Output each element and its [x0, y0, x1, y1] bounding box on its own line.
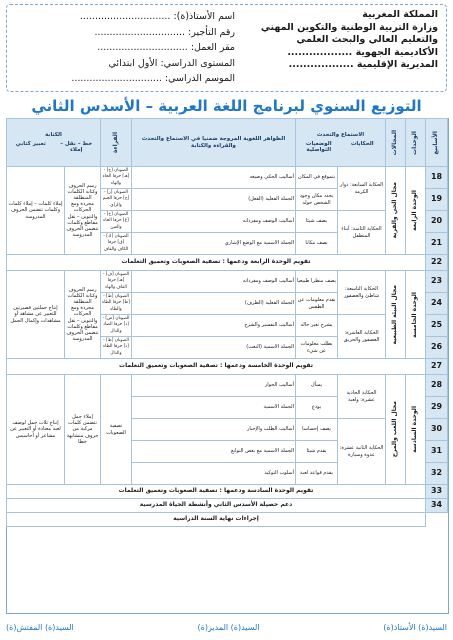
col-header-expression: تعبير كتابي [15, 140, 46, 147]
week-number: 30 [425, 418, 448, 441]
hand-cell: رسم الحروف وكتابة الكلمات المنطلقة مجردة ومع الحركات والتنوين – نقل مقاطع وكلمات تتضمن الحروف المدروسة [64, 270, 101, 359]
situation-cell: يسأل [295, 374, 338, 397]
unit-label: الوحدة الرابعة [405, 166, 426, 255]
col-header-reading: القراءة [100, 118, 132, 167]
page-title: التوزيع السنوي لبرنامج اللغة العربية – الأسدس الثاني [31, 97, 422, 115]
domain-label: مجال البيئة الطبيعية [385, 270, 406, 359]
col-header-domains: المجالات [385, 118, 406, 167]
distribution-table [6, 118, 449, 614]
header-right-line: والتعليم العالي والبحث العلمي [296, 34, 438, 46]
document-header [6, 4, 447, 92]
expression-cell: إنتاج جملتين قصيرتين للتعبير عن مشاهد أو مشاهدات وإكمال الجمل [6, 270, 65, 359]
teacher-signature: السيد(ة) الأستاذ(ة) [383, 623, 447, 632]
inspector-signature: السيد(ة) المفتش(ة) [6, 623, 74, 632]
expression-cell: إنتاج ثلاث جمل لوصف لعبة معتادة أو التعبير عن مشاعر أو أحاسيس [6, 374, 65, 485]
evaluation-band: تقويم الوحدة السادسة ودعمها : تصفية الصعوبات وتعميق التعلمات [6, 484, 426, 499]
week-number: 27 [425, 358, 448, 375]
tale-cell: الحكاية الثامنة: أبناء المتطفل [337, 210, 386, 255]
situation-cell: يشرح تغير حالة [295, 314, 338, 337]
situation-cell: يصف منظرا طبيعيا [295, 270, 338, 293]
week-number: 31 [425, 440, 448, 463]
expression-cell: إملاء كلمات – إملاء كلمات وكلمات تتضمن الحروف المدروسة [6, 166, 65, 255]
reading-cell: الصوتان [ض] - [د] حرفا الضاد والدال [100, 314, 132, 337]
week-number: 26 [425, 336, 448, 359]
phenomenon-cell: الجملة الاسمية (النعت) [131, 336, 296, 359]
col-header-weeks: الأسابيع [425, 118, 448, 167]
situation-cell: يصف مكانا [295, 232, 338, 255]
support-band: دعم حصيلة الأسدس الثاني وأنشطة الحياة المدرسية [6, 498, 426, 513]
phenomenon-cell: الجملة الاسمية مع الوضع الإشاري [131, 232, 296, 255]
phenomenon-cell: أسلوب التوكيد [131, 462, 296, 485]
col-header-tales: الحكايات [350, 140, 374, 147]
domain-label: مجال اللعب والمرح [385, 374, 406, 485]
signature-footer [6, 623, 447, 637]
phenomenon-cell: الجملة الفعلية (الظرف) [131, 292, 296, 315]
situation-cell: يتموقع في المكان [295, 166, 338, 189]
reading-cell: الصوتان [ط] - [ظ] حرفا الطاء والظاء [100, 292, 132, 315]
header-right-line: المملكة المغربية [362, 9, 438, 20]
reading-cell: الصوتان [ك] - [ق] حرفا الكاف والقاف [100, 232, 132, 255]
phenomenon-cell: أساليب الطلب والإخبار [131, 418, 296, 441]
week-number: 21 [425, 232, 448, 255]
situation-cell: يقدم شيئا [295, 440, 338, 463]
phenomenon-cell: أساليب الحكي وصيغه [131, 166, 296, 189]
salary-number-field: رقم التأجير: .............................. [94, 26, 235, 38]
header-right-line: الأكاديمية الجهوية .................. [287, 46, 438, 58]
hand-cell: رسم الحروف وكتابة الكلمات المنطلقة مجردة ومع الحركات والتنوين – نقل مقاطع وكلمات تتضمن الحروف المدروسة [64, 166, 101, 255]
col-header-phenomena: الظواهر اللغوية المروجة ضمنيا في الاستماع والتحدث والقراءة والكتابة [131, 118, 296, 167]
situation-cell: يحدد مكان وجود الشخص حوله [295, 188, 338, 211]
tale-cell: الحكاية الثانية عشرة: عدوة وسيارة [337, 418, 386, 485]
domain-label: مجال الحي والقرية [385, 166, 406, 255]
reading-cell: الصوتان [ف] - [هـ] حرفا القاف والهاء [100, 270, 132, 293]
week-number: 32 [425, 462, 448, 485]
col-header-listening: الاستماع والتحدث الحكايات الوضعيات التواصلية [295, 118, 386, 167]
col-header-units: الوحدات [405, 118, 426, 167]
week-number: 18 [425, 166, 448, 189]
unit-label: الوحدة السادسة [405, 374, 426, 485]
phenomenon-cell: أساليب الوصف ومفرداته [131, 270, 296, 293]
week-number: 23 [425, 270, 448, 293]
reading-cell: الصوتان [ز] - [ج] حرفا الجيم والزاي [100, 188, 132, 211]
teacher-name-field: اسم الأستاذ(ة): .............................. [79, 11, 235, 22]
week-number: 20 [425, 210, 448, 233]
col-header-writing: الكتابة خط – نقل – إملاء تعبير كتابي [6, 118, 101, 167]
phenomenon-cell: أساليب التفسير والشرح [131, 314, 296, 337]
evaluation-band: تقويم الوحدة الرابعة ودعمها : تصفية الصعوبات وتعميق التعلمات [6, 254, 426, 271]
week-number: 22 [425, 254, 448, 271]
week-number: 34 [425, 498, 448, 513]
col-header-situations: الوضعيات التواصلية [305, 140, 332, 154]
phenomenon-cell: الجملة الفعلية (الفعل) [131, 188, 296, 211]
evaluation-band: تقويم الوحدة الخامسة ودعمها : تصفية الصعوبات وتعميق التعلمات [6, 358, 426, 375]
unit-label: الوحدة الخامسة [405, 270, 426, 359]
week-number: 25 [425, 314, 448, 337]
hand-cell: إملاء جمل تتضمن كلمات مركبة من حروف متشابهة خطا [64, 374, 101, 485]
week-number: 28 [425, 374, 448, 397]
situation-cell: يصف شيئا [295, 210, 338, 233]
reading-cell: الصوتان [خ] - [غ] حرفا الخاء والغين [100, 210, 132, 233]
reading-cell: الصوتان [ظ] - [ذ] حرفا الظاء والذال [100, 336, 132, 359]
tale-cell: الحكاية السابعة: دوار الكرمة [337, 166, 386, 211]
phenomenon-cell: أساليب الوصف ومفرداته [131, 210, 296, 233]
phenomenon-cell: الجملة الاسمية [131, 396, 296, 419]
teacher-info-block [15, 9, 235, 87]
workplace-field: مقر العمل: .............................. [97, 42, 235, 54]
week-number: 24 [425, 292, 448, 315]
week-number: 29 [425, 396, 448, 419]
phenomenon-cell: الجملة الاسمية مع بعض التوابع [131, 440, 296, 463]
tale-cell: الحكاية التاسعة: شاطئ والعصفور [337, 270, 386, 315]
tale-cell: الحكاية الحادية عشرة: ولعبة [337, 374, 386, 419]
situation-cell: يطلب معلومات عن شيء [295, 336, 338, 359]
week-number: 33 [425, 484, 448, 499]
situation-cell: يودع [295, 396, 338, 419]
week-number: 19 [425, 188, 448, 211]
end-of-year-band: إجراءات نهاية السنة الدراسية [6, 512, 426, 527]
situation-cell: يصف إحساسا [295, 418, 338, 441]
situation-cell: يقدم قواعد لعبة [295, 462, 338, 485]
phenomenon-cell: أساليب الحوار [131, 374, 296, 397]
ministry-block [228, 9, 438, 72]
reading-cell: تصفية الصعوبات [100, 374, 132, 485]
situation-cell: يقدم معلومات عن الطقس [295, 292, 338, 315]
grade-level-field: المستوى الدراسي: الأول ابتدائي [108, 57, 235, 69]
col-header-hand: خط – نقل – إملاء [60, 140, 93, 154]
director-signature: السيد(ة) المدير(ة) [197, 623, 260, 632]
tale-cell: الحكاية العاشرة: العصفور والحريق [337, 314, 386, 359]
header-right-line: المديرية الإقليمية .................. [288, 59, 438, 71]
reading-cell: الصوتان [ح] - [هـ] حرفا الحاء والهاء [100, 166, 132, 189]
school-year-field: الموسم الدراسي: .............................. [71, 73, 235, 85]
header-right-line: وزارة التربية الوطنية والتكوين المهني [260, 21, 438, 33]
